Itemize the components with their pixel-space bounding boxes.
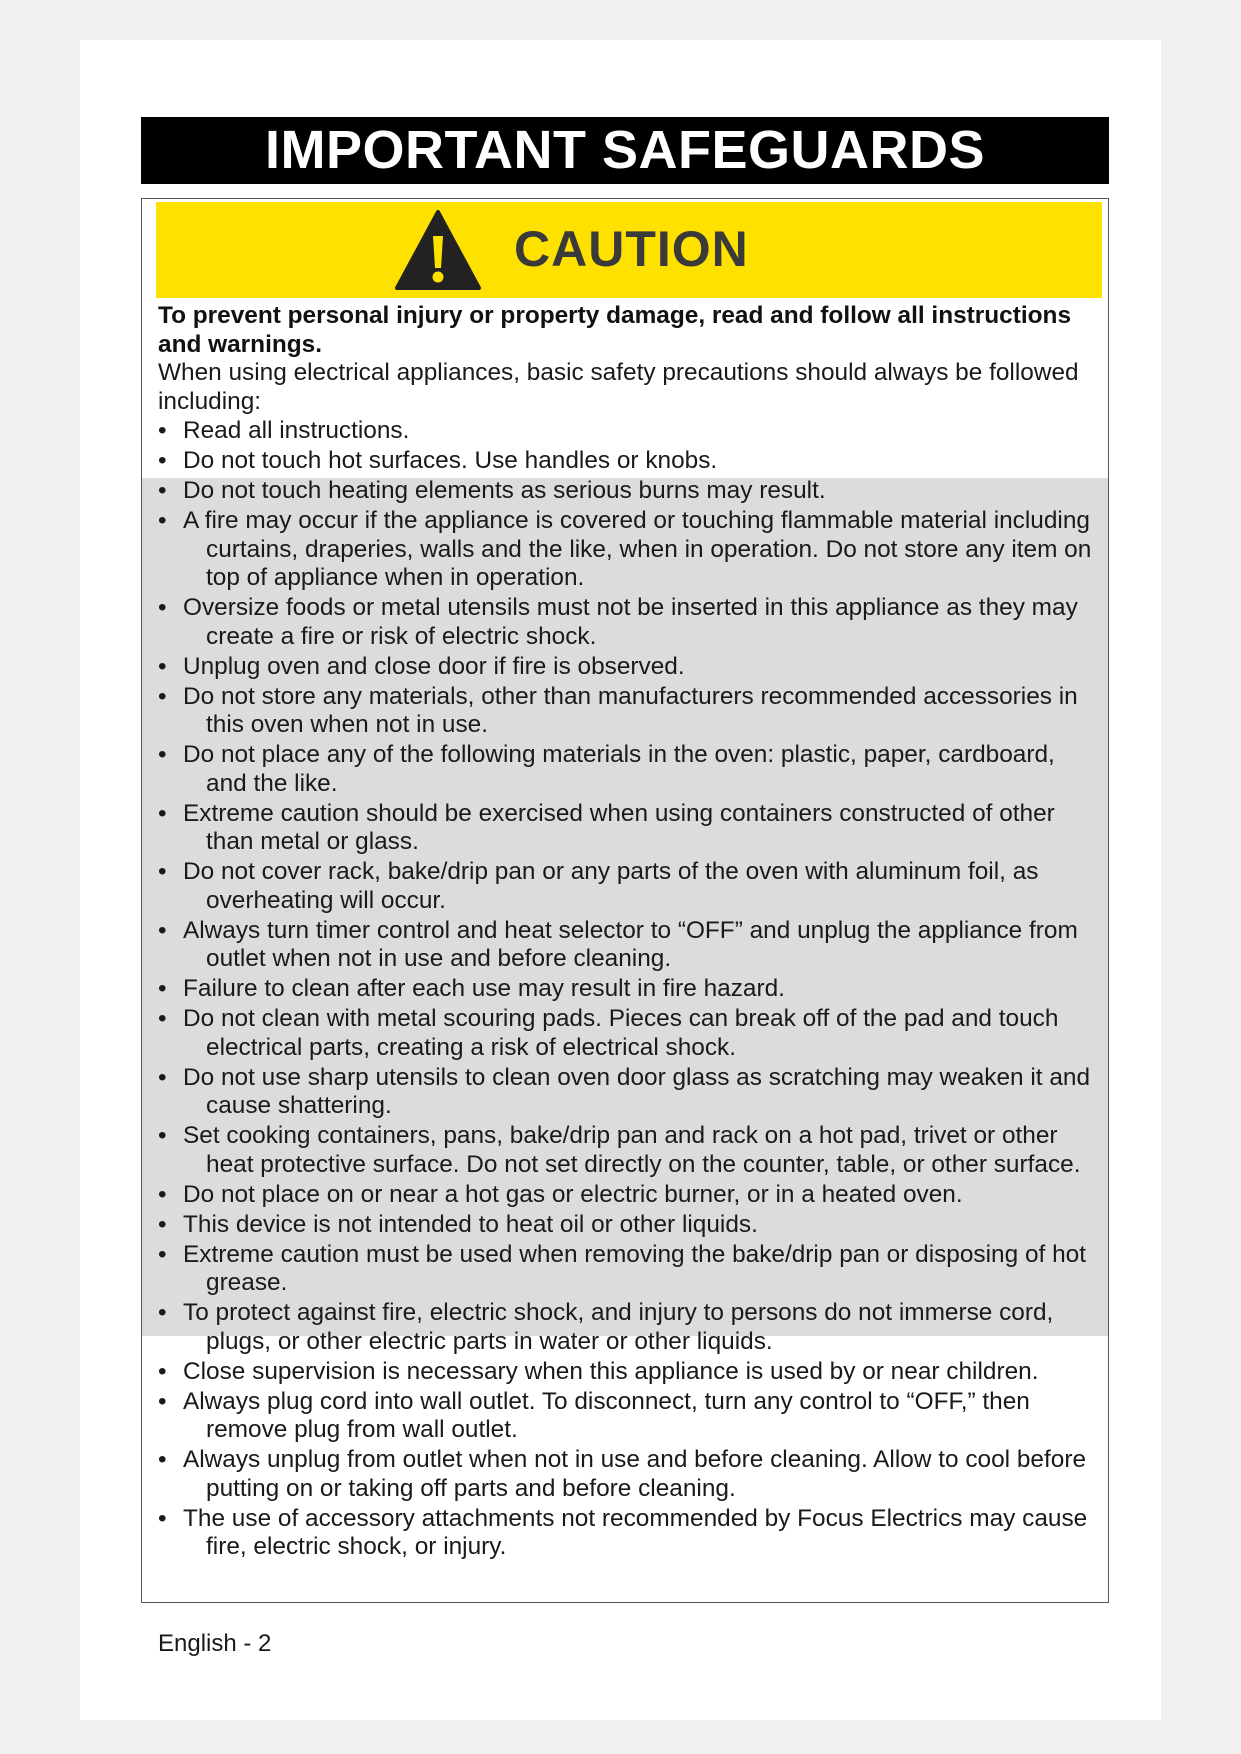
list-item: • Extreme caution should be exercised when using containers constructed of other than metal or glass. bbox=[158, 800, 1100, 857]
list-item: • Do not place any of the following materials in the oven: plastic, paper, cardboard, and the like. bbox=[158, 741, 1100, 798]
list-item: • Failure to clean after each use may result in fire hazard. bbox=[158, 975, 1100, 1004]
list-item: • Do not store any materials, other than manufacturers recommended accessories in this oven when not in use. bbox=[158, 683, 1100, 740]
list-item: • To protect against fire, electric shock, and injury to persons do not immerse cord, plugs, or other electric parts in water or other liquids. bbox=[158, 1299, 1100, 1356]
list-item: • Read all instructions. bbox=[158, 417, 1100, 446]
list-item: • Close supervision is necessary when this appliance is used by or near children. bbox=[158, 1358, 1100, 1387]
list-item: • Do not place on or near a hot gas or electric burner, or in a heated oven. bbox=[158, 1181, 1100, 1210]
instructions-content bbox=[158, 302, 1100, 1563]
list-item: • Unplug oven and close door if fire is observed. bbox=[158, 653, 1100, 682]
list-item: • Do not use sharp utensils to clean oven door glass as scratching may weaken it and cause shattering. bbox=[158, 1064, 1100, 1121]
list-item: • Do not clean with metal scouring pads. Pieces can break off of the pad and touch electrical parts, creating a risk of electrical shock. bbox=[158, 1005, 1100, 1062]
safeguards-box bbox=[141, 198, 1109, 1603]
list-item: • The use of accessory attachments not recommended by Focus Electrics may cause fire, electric shock, or injury. bbox=[158, 1505, 1100, 1562]
list-item: • Always turn timer control and heat selector to “OFF” and unplug the appliance from outlet when not in use and before cleaning. bbox=[158, 917, 1100, 974]
page-number: English - 2 bbox=[158, 1630, 272, 1657]
intro-warning: To prevent personal injury or property damage, read and follow all instructions and warnings. bbox=[158, 302, 1072, 358]
list-item: • Set cooking containers, pans, bake/drip pan and rack on a hot pad, trivet or other heat protective surface. Do not set directly on the counter, table, or other surface. bbox=[158, 1122, 1100, 1179]
warning-triangle-icon bbox=[393, 208, 483, 292]
intro-text: When using electrical appliances, basic safety precautions should always be followed including: bbox=[158, 359, 1079, 415]
list-item: • Extreme caution must be used when removing the bake/drip pan or disposing of hot grease. bbox=[158, 1241, 1100, 1298]
list-item: • Oversize foods or metal utensils must not be inserted in this appliance as they may create a fire or risk of electric shock. bbox=[158, 594, 1100, 651]
safeguard-list bbox=[158, 417, 1100, 1562]
page-title: IMPORTANT SAFEGUARDS bbox=[141, 117, 1109, 184]
list-item: • Always unplug from outlet when not in use and before cleaning. Allow to cool before putting on or taking off parts and before cleaning. bbox=[158, 1446, 1100, 1503]
list-item: • Do not cover rack, bake/drip pan or any parts of the oven with aluminum foil, as overheating will occur. bbox=[158, 858, 1100, 915]
list-item: • A fire may occur if the appliance is covered or touching flammable material including curtains, draperies, walls and the like, when in operation. Do not store any item on top of appliance when in operation. bbox=[158, 507, 1100, 593]
list-item: • This device is not intended to heat oil or other liquids. bbox=[158, 1211, 1100, 1240]
list-item: • Always plug cord into wall outlet. To disconnect, turn any control to “OFF,” then remove plug from wall outlet. bbox=[158, 1388, 1100, 1445]
list-item: • Do not touch heating elements as serious burns may result. bbox=[158, 477, 1100, 506]
caution-label: CAUTION bbox=[514, 221, 749, 277]
caution-banner bbox=[156, 202, 1102, 298]
list-item: • Do not touch hot surfaces. Use handles or knobs. bbox=[158, 447, 1100, 476]
